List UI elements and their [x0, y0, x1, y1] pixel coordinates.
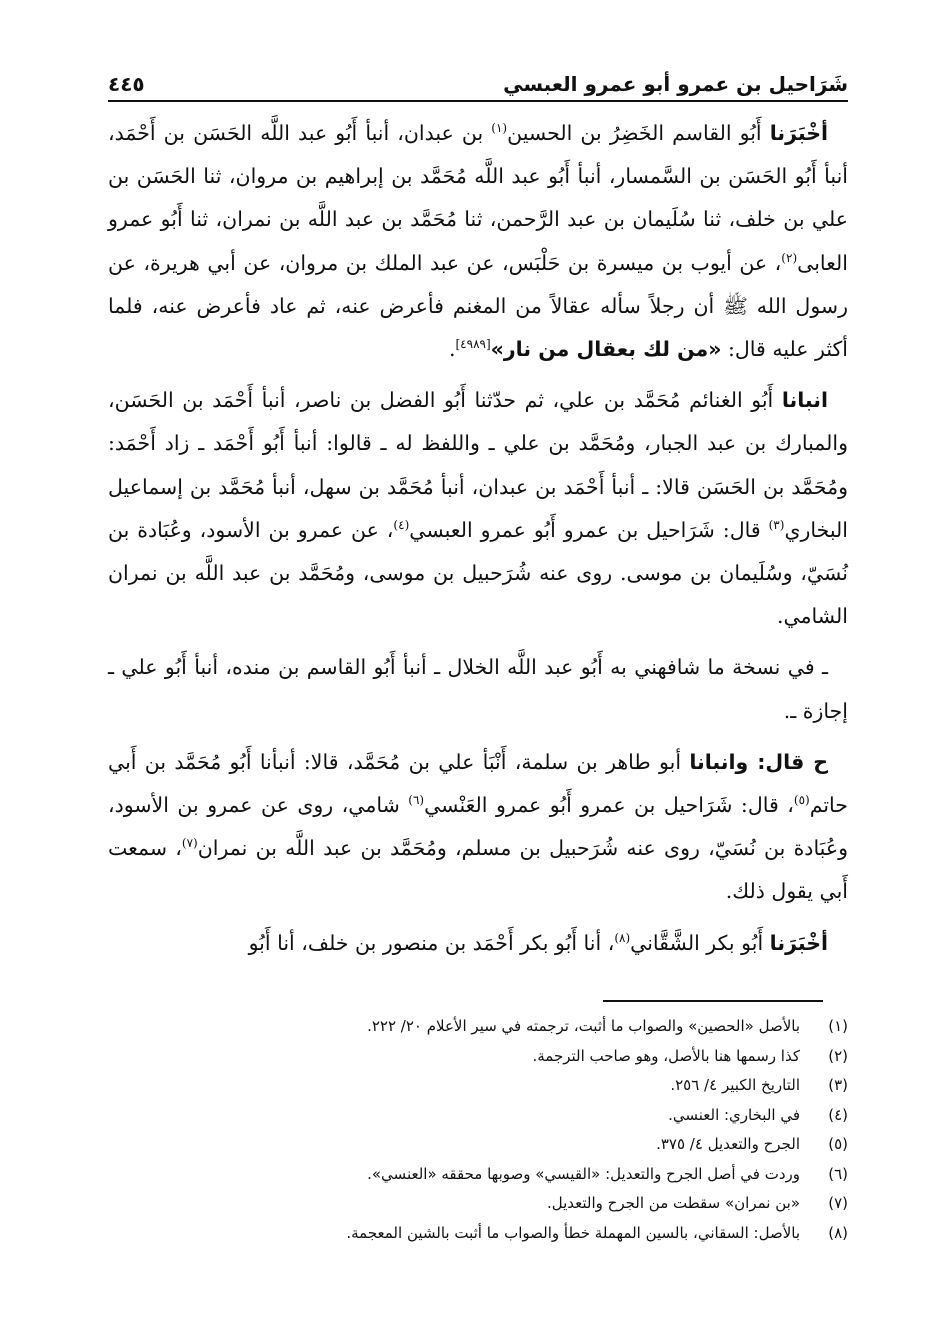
- footnote-ref: (٣): [768, 518, 785, 532]
- paragraph-text: ، عن عمرو بن الأسود، وعُبَادة بن نُسَيّ، وسُلَيمان بن موسى. روى عنه شُرَحبيل بن موسى، ومُحَمَّد بن عبد اللَّه بن نمران الشامي.: [108, 517, 848, 629]
- paragraph-text: أبو طاهر بن سلمة، أَنْبَأ علي بن مُحَمَّد، قالا: أنبأنا أَبُو مُحَمَّد بن أَبي حاتم: [108, 749, 848, 818]
- paragraph-text: قال: شَرَاحيل بن عمرو أَبُو عمرو العبسي: [409, 517, 769, 542]
- paragraph-text: أَبُو القاسم الخَضِرُ بن الحسين: [507, 121, 770, 145]
- paragraph-lead: أخْبَرَنا: [769, 121, 829, 145]
- paragraph-text: ، أنا أَبُو بكر أَحْمَد بن منصور بن خلف، أنا أَبُو: [248, 930, 615, 955]
- footnote-text: بالأصل: السقاني، بالسين المهملة خطأ والصواب ما أثبت بالشين المعجمة.: [346, 1223, 800, 1242]
- footnote-text: كذا رسمها هنا بالأصل، وهو صاحب الترجمة.: [532, 1046, 800, 1065]
- footnote: [108, 1071, 848, 1101]
- footnote-text: «بن نمران» سقطت من الجرح والتعديل.: [546, 1194, 800, 1212]
- footnote-ref: (٢): [781, 250, 798, 265]
- footnote-ref: (٦): [408, 793, 425, 808]
- footnote-ref: (٨): [614, 930, 631, 945]
- footnote-ref: (١): [491, 121, 508, 136]
- paragraph-text: ، عن أيوب بن ميسرة بن حَلْبَس، عن عبد الملك بن مروان، عن أبي هريرة، عن رسول الله ﷺ أن رجلاً سأله عقالاً من المغنم فأعرض عنه، ثم عاد فأعرض عنه، فلما أكثر عليه قال:: [108, 250, 848, 362]
- footnote: [108, 1042, 848, 1072]
- footnote-text: في البخاري: العنسي.: [668, 1105, 800, 1124]
- footnote-number: (٨): [828, 1223, 848, 1242]
- header-divider: [108, 100, 848, 102]
- paragraph-3: [108, 646, 848, 732]
- paragraph-text: بن عبدان، أنبأ أَبُو عبد اللَّه الحَسَن بن أَحْمَد، أنبأ أَبُو الحَسَن بن السَّمسار، أنبأ أَبُو عبد اللَّه مُحَمَّد بن إبراهيم بن مروان، ثنا الحَسَن بن علي بن خلف، ثنا سُلَيمان بن عبد الرَّحمن، ثنا مُحَمَّد بن عبد اللَّه بن نمران، ثنا أَبُو عمرو العابى: [108, 121, 848, 275]
- footnote-ref: (٧): [181, 836, 198, 851]
- paragraph-text: أَبُو بكر الشَّقَّاني: [630, 930, 770, 955]
- paragraph-text: ، سمعت أَبي يقول ذلك.: [108, 836, 848, 904]
- footnote-number: (٧): [828, 1194, 848, 1212]
- main-text: [108, 112, 848, 973]
- footnote: [108, 1130, 848, 1160]
- footnote: [108, 1101, 848, 1131]
- paragraph-text: شامي، روى عن عمرو بن الأسود، وعُبَادة بن نُسَيّ، روى عنه شُرَحبيل بن مسلم، ومُحَمَّد بن عبد اللَّه بن نمران: [108, 793, 849, 861]
- footnote-text: الجرح والتعديل ٤/ ٣٧٥.: [656, 1135, 800, 1153]
- footnote: [108, 1219, 848, 1249]
- footnote-text: بالأصل «الحصين» والصواب ما أثبت، ترجمته في سير الأعلام ٢٠/ ٢٢٢.: [367, 1017, 800, 1035]
- paragraph-text: .: [448, 337, 456, 362]
- footnote-ref: (٤): [393, 518, 410, 532]
- footnote: [108, 1160, 848, 1190]
- paragraph-text: ، قال: شَرَاحيل بن عمرو أَبُو عمرو العَنْسي: [424, 793, 794, 818]
- paragraph-5: [108, 922, 848, 965]
- page-header: [108, 56, 848, 96]
- paragraph-1: [108, 112, 848, 371]
- footnote-number: (٥): [828, 1135, 848, 1153]
- footnote-text: وردت في أصل الجرح والتعديل: «القيسي» وصوبها محققه «العنسي».: [367, 1164, 800, 1183]
- footnote-number: (٣): [828, 1076, 848, 1094]
- footnote-number: (٢): [828, 1046, 848, 1065]
- footnote: [108, 1012, 848, 1042]
- footnotes: [108, 1012, 848, 1248]
- footnote-number: (٤): [828, 1105, 848, 1124]
- hadith-quote: «من لك بعقال من نار»: [490, 337, 722, 362]
- footnote-number: (٦): [828, 1164, 848, 1183]
- footnote-number: (١): [828, 1017, 848, 1035]
- footnote-divider: [603, 1000, 823, 1002]
- paragraph-2: [108, 379, 848, 638]
- page-number: ٤٤٥: [108, 72, 145, 96]
- paragraph-lead: ح قال: وانبانا: [689, 749, 828, 774]
- footnote: [108, 1189, 848, 1219]
- footnote-ref: (٥): [793, 793, 810, 808]
- paragraph-text: أَبُو الغنائم مُحَمَّد بن علي، ثم حدّثنا أَبُو الفضل بن ناصر، أنبأ أَحْمَد بن الحَسَن، والمبارك بن عبد الجبار، ومُحَمَّد بن علي ـ واللفظ له ـ قالوا: أنبأ أَبُو أَحْمَد ـ زاد أَحْمَد: ومُحَمَّد بن الحَسَن قالا: ـ أنبأ أَحْمَد بن عبدان، أنبأ مُحَمَّد بن سهل، أنبأ مُحَمَّد بن إسماعيل البخاري: [108, 388, 848, 542]
- paragraph-text: ـ في نسخة ما شافهني به أَبُو عبد اللَّه الخلال ـ أنبأ أَبُو القاسم بن منده، أنبأ أَبُو علي ـ إجازة ـ.: [108, 655, 848, 723]
- paragraph-4: [108, 741, 848, 914]
- paragraph-lead: انبانا: [781, 388, 828, 413]
- footnote-text: التاريخ الكبير ٤/ ٢٥٦.: [670, 1076, 800, 1094]
- hadith-number: [٤٩٨٩]: [455, 337, 491, 352]
- running-title: شَرَاحيل بن عمرو أبو عمرو العبسي: [503, 72, 848, 96]
- paragraph-lead: أخْبَرَنا: [769, 930, 828, 955]
